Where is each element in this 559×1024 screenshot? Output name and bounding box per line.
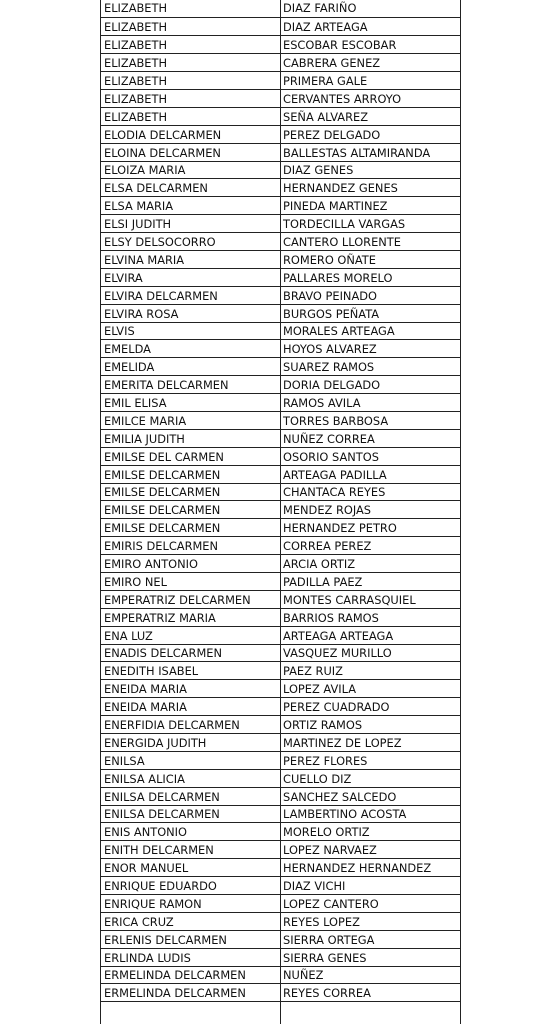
last-name-cell: CORREA PEREZ: [280, 537, 460, 555]
first-name-cell: ELIZABETH: [101, 107, 280, 125]
first-name-cell: EMPERATRIZ MARIA: [101, 608, 280, 626]
first-name-cell: EMILSE DELCARMEN: [101, 483, 280, 501]
last-name-cell: MORALES ARTEAGA: [280, 322, 460, 340]
first-name-cell: ELODIA DELCARMEN: [101, 125, 280, 143]
first-name-cell: EMELIDA: [101, 358, 280, 376]
last-name-cell: ARTEAGA PADILLA: [280, 465, 460, 483]
first-name-cell: ENRIQUE RAMON: [101, 895, 280, 913]
last-name-cell: CABRERA GENEZ: [280, 54, 460, 72]
first-name-cell: EMIRO NEL: [101, 573, 280, 591]
first-name-cell: ERMELINDA DELCARMEN: [101, 984, 280, 1002]
name-list-sheet: [100, 0, 461, 1024]
last-name-cell: HERNANDEZ HERNANDEZ: [280, 859, 460, 877]
first-name-cell: ERICA CRUZ: [101, 912, 280, 930]
last-name-cell: ESCOBAR ESCOBAR: [280, 36, 460, 54]
first-name-cell: ENILSA DELCARMEN: [101, 787, 280, 805]
first-name-cell: EMELDA: [101, 340, 280, 358]
last-name-cell: ROMERO OÑATE: [280, 250, 460, 268]
last-name-cell: PRIMERA GALE: [280, 72, 460, 90]
last-name-cell: TORDECILLA VARGAS: [280, 215, 460, 233]
last-name-cell: DORIA DELGADO: [280, 376, 460, 394]
first-name-cell: ELIZABETH: [101, 72, 280, 90]
last-name-cell: MORELO ORTIZ: [280, 823, 460, 841]
first-name-cell: EMIL ELISA: [101, 394, 280, 412]
first-name-cell: EMILSE DELCARMEN: [101, 465, 280, 483]
last-name-cell: LOPEZ AVILA: [280, 680, 460, 698]
last-name-cell: SIERRA GENES: [280, 948, 460, 966]
first-name-cell: ENERGIDA JUDITH: [101, 734, 280, 752]
last-name-cell: ORTIZ RAMOS: [280, 716, 460, 734]
last-name-cell: HERNANDEZ GENES: [280, 179, 460, 197]
last-name-cell: MONTES CARRASQUIEL: [280, 590, 460, 608]
last-name-cell: BALLESTAS ALTAMIRANDA: [280, 143, 460, 161]
first-name-cell: ENEIDA MARIA: [101, 680, 280, 698]
first-name-cell: ERLINDA LUDIS: [101, 948, 280, 966]
first-name-cell: ELOIZA MARIA: [101, 161, 280, 179]
column-divider: [280, 0, 281, 1024]
last-name-cell: CANTERO LLORENTE: [280, 233, 460, 251]
last-name-cell: RAMOS AVILA: [280, 394, 460, 412]
first-name-cell: ELIZABETH: [101, 89, 280, 107]
last-name-cell: LOPEZ CANTERO: [280, 895, 460, 913]
first-name-cell: ELVIRA ROSA: [101, 304, 280, 322]
last-name-cell: REYES CORREA: [280, 984, 460, 1002]
first-name-cell: ENIS ANTONIO: [101, 823, 280, 841]
last-name-cell: DIAZ GENES: [280, 161, 460, 179]
last-name-cell: ARCIA ORTIZ: [280, 555, 460, 573]
first-name-cell: ELIZABETH: [101, 0, 280, 18]
last-name-cell: REYES LOPEZ: [280, 912, 460, 930]
last-name-cell: BURGOS PEÑATA: [280, 304, 460, 322]
first-name-cell: ENADIS DELCARMEN: [101, 644, 280, 662]
last-name-cell: DIAZ VICHI: [280, 877, 460, 895]
first-name-cell: ELIZABETH: [101, 18, 280, 36]
last-name-cell: PEREZ DELGADO: [280, 125, 460, 143]
last-name-cell: LOPEZ NARVAEZ: [280, 841, 460, 859]
first-name-cell: ELIZABETH: [101, 54, 280, 72]
last-name-cell: OSORIO SANTOS: [280, 447, 460, 465]
first-name-cell: EMPERATRIZ DELCARMEN: [101, 590, 280, 608]
last-name-cell: VASQUEZ MURILLO: [280, 644, 460, 662]
first-name-cell: ELVINA MARIA: [101, 250, 280, 268]
last-name-cell: LAMBERTINO ACOSTA: [280, 805, 460, 823]
last-name-cell: PEREZ CUADRADO: [280, 698, 460, 716]
last-name-cell: PADILLA PAEZ: [280, 573, 460, 591]
first-name-cell: EMILSE DELCARMEN: [101, 501, 280, 519]
first-name-cell: ENEDITH ISABEL: [101, 662, 280, 680]
last-name-cell: PALLARES MORELO: [280, 268, 460, 286]
last-name-cell: HOYOS ALVAREZ: [280, 340, 460, 358]
first-name-cell: ENERFIDIA DELCARMEN: [101, 716, 280, 734]
first-name-cell: ENRIQUE EDUARDO: [101, 877, 280, 895]
last-name-cell: SANCHEZ SALCEDO: [280, 787, 460, 805]
first-name-cell: ENILSA DELCARMEN: [101, 805, 280, 823]
last-name-cell: ARTEAGA ARTEAGA: [280, 626, 460, 644]
last-name-cell: TORRES BARBOSA: [280, 411, 460, 429]
first-name-cell: EMILSE DELCARMEN: [101, 519, 280, 537]
last-name-cell: SIERRA ORTEGA: [280, 930, 460, 948]
last-name-cell: CHANTACA REYES: [280, 483, 460, 501]
first-name-cell: ENA LUZ: [101, 626, 280, 644]
first-name-cell: EMIRO ANTONIO: [101, 555, 280, 573]
first-name-cell: EMILIA JUDITH: [101, 429, 280, 447]
last-name-cell: BARRIOS RAMOS: [280, 608, 460, 626]
last-name-cell: PINEDA MARTINEZ: [280, 197, 460, 215]
last-name-cell: BRAVO PEINADO: [280, 286, 460, 304]
last-name-cell: SEÑA ALVAREZ: [280, 107, 460, 125]
last-name-cell: MENDEZ ROJAS: [280, 501, 460, 519]
last-name-cell: DIAZ FARIÑO: [280, 0, 460, 18]
first-name-cell: ELVIRA: [101, 268, 280, 286]
first-name-cell: EMIRIS DELCARMEN: [101, 537, 280, 555]
first-name-cell: ENOR MANUEL: [101, 859, 280, 877]
last-name-cell: DIAZ ARTEAGA: [280, 18, 460, 36]
first-name-cell: ENILSA ALICIA: [101, 769, 280, 787]
first-name-cell: ENEIDA MARIA: [101, 698, 280, 716]
first-name-cell: ERLENIS DELCARMEN: [101, 930, 280, 948]
last-name-cell: PAEZ RUIZ: [280, 662, 460, 680]
first-name-cell: ENITH DELCARMEN: [101, 841, 280, 859]
first-name-cell: EMILCE MARIA: [101, 411, 280, 429]
last-name-cell: HERNANDEZ PETRO: [280, 519, 460, 537]
last-name-cell: CERVANTES ARROYO: [280, 89, 460, 107]
first-name-cell: ELOINA DELCARMEN: [101, 143, 280, 161]
last-name-cell: NUÑEZ: [280, 966, 460, 984]
first-name-cell: ERMELINDA DELCARMEN: [101, 966, 280, 984]
last-name-cell: NUÑEZ CORREA: [280, 429, 460, 447]
first-name-cell: ELSA DELCARMEN: [101, 179, 280, 197]
first-name-cell: ELSA MARIA: [101, 197, 280, 215]
last-name-cell: CUELLO DIZ: [280, 769, 460, 787]
first-name-cell: ELSY DELSOCORRO: [101, 233, 280, 251]
last-name-cell: SUAREZ RAMOS: [280, 358, 460, 376]
first-name-cell: ELVIRA DELCARMEN: [101, 286, 280, 304]
last-name-cell: PEREZ FLORES: [280, 751, 460, 769]
first-name-cell: EMILSE DEL CARMEN: [101, 447, 280, 465]
first-name-cell: ELVIS: [101, 322, 280, 340]
first-name-cell: ELIZABETH: [101, 36, 280, 54]
first-name-cell: ENILSA: [101, 751, 280, 769]
first-name-cell: ELSI JUDITH: [101, 215, 280, 233]
last-name-cell: MARTINEZ DE LOPEZ: [280, 734, 460, 752]
first-name-cell: EMERITA DELCARMEN: [101, 376, 280, 394]
